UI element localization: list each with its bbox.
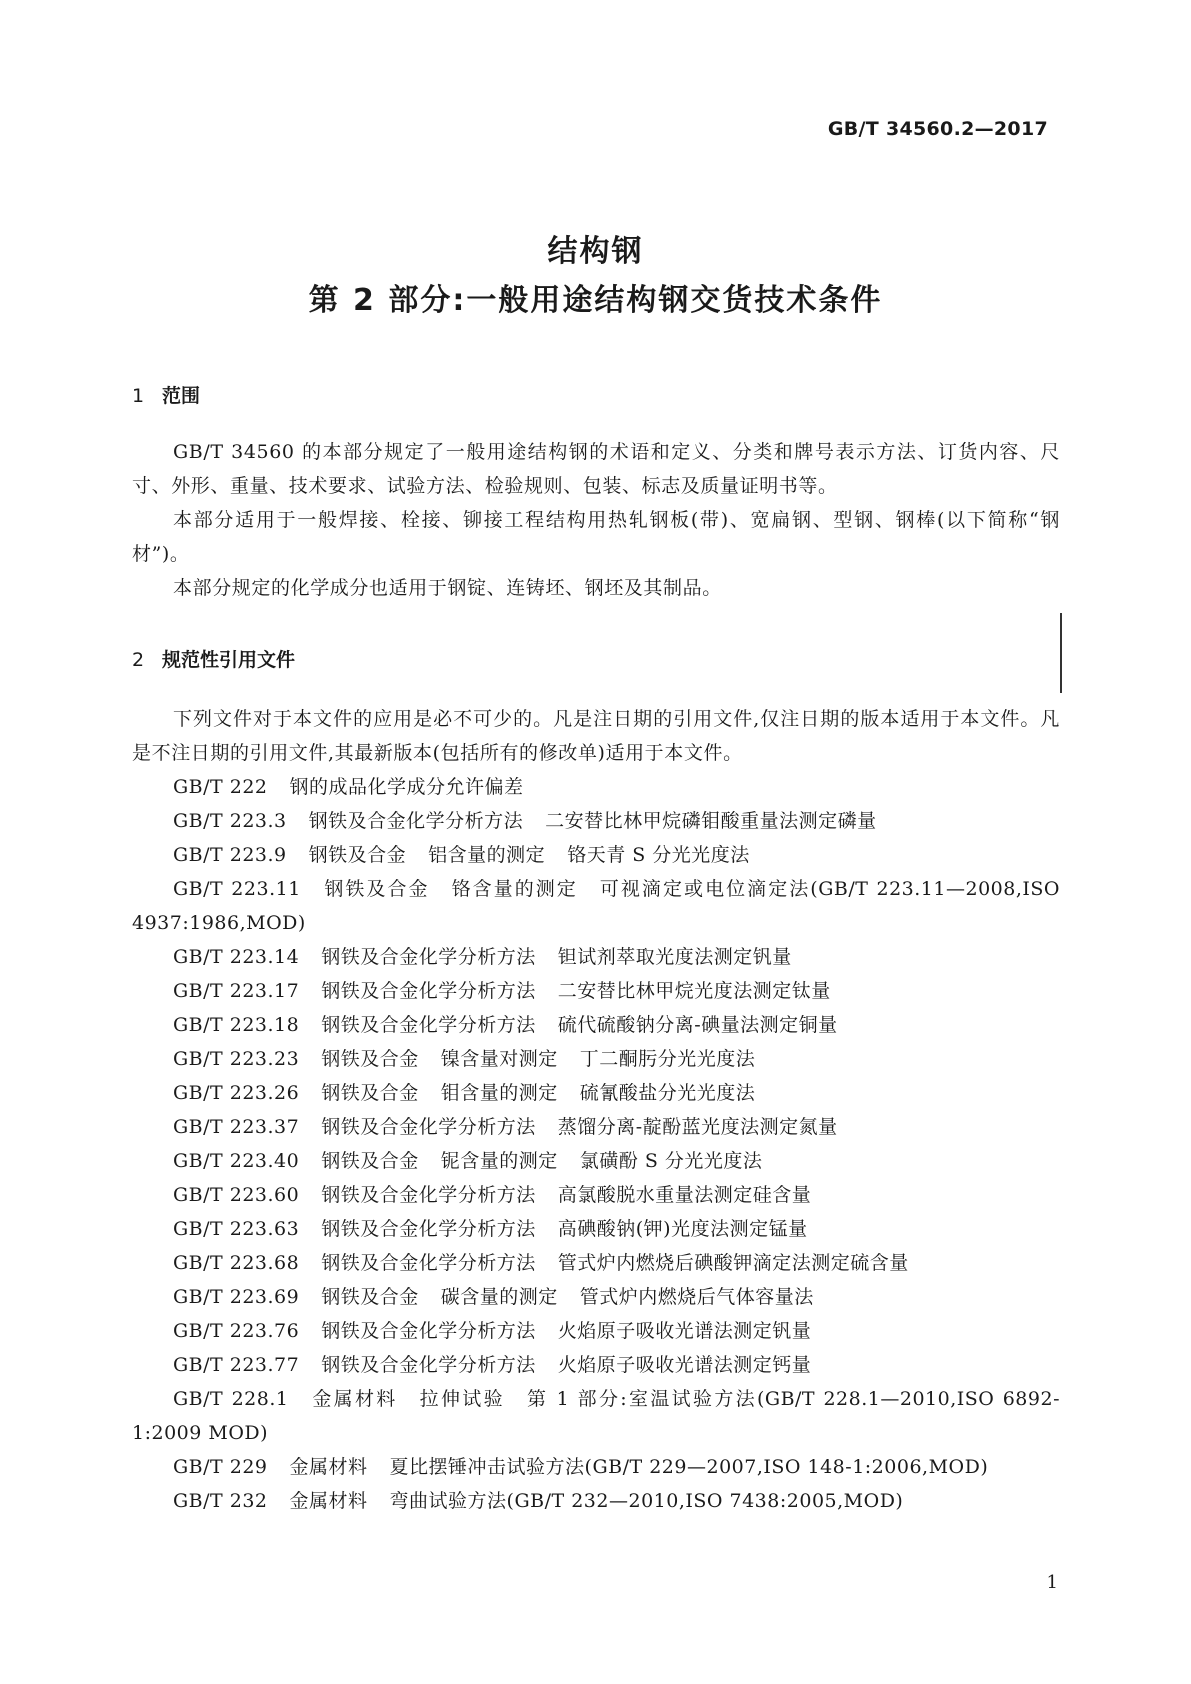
reference-code: GB/T 232: [173, 1490, 268, 1512]
reference-code: GB/T 223.40: [173, 1150, 300, 1172]
reference-title: 钢铁及合金化学分析方法: [321, 980, 536, 1002]
reference-title: 钢铁及合金化学分析方法: [321, 1252, 536, 1274]
reference-list: [132, 770, 1060, 1518]
reference-title-part: 镍含量对测定: [440, 1048, 558, 1070]
reference-item: [132, 1348, 1060, 1382]
reference-title: 钢铁及合金化学分析方法: [308, 810, 524, 832]
reference-item: [132, 1178, 1060, 1212]
reference-item: [132, 1450, 1060, 1484]
reference-code: GB/T 223.60: [173, 1184, 300, 1206]
reference-title-part: 丁二酮肟分光光度法: [579, 1048, 756, 1070]
reference-item: [132, 1076, 1060, 1110]
reference-title: 钢铁及合金: [321, 1286, 419, 1308]
reference-code: GB/T 229: [173, 1456, 268, 1478]
reference-title-part: 火焰原子吸收光谱法测定钙量: [557, 1354, 812, 1376]
section-heading-scope: [132, 381, 200, 408]
reference-item: [132, 1484, 1060, 1518]
reference-title-part: 钼含量的测定: [440, 1082, 558, 1104]
reference-title: 钢铁及合金: [308, 844, 407, 866]
reference-code: GB/T 223.76: [173, 1320, 300, 1342]
margin-rule: [1060, 613, 1062, 693]
reference-code: GB/T 223.63: [173, 1218, 300, 1240]
reference-title-part: 铝含量的测定: [428, 844, 546, 866]
reference-title-part: 夏比摆锤冲击试验方法(GB/T 229—2007,ISO 148-1:2006,MOD): [389, 1456, 989, 1478]
reference-title-part: 硫氰酸盐分光光度法: [579, 1082, 756, 1104]
reference-code: GB/T 223.14: [173, 946, 300, 968]
reference-title: 钢铁及合金: [321, 1082, 419, 1104]
reference-title: 钢铁及合金化学分析方法: [321, 1218, 536, 1240]
reference-item: [132, 1280, 1060, 1314]
reference-code: GB/T 223.69: [173, 1286, 300, 1308]
scope-paragraph: GB/T 34560 的本部分规定了一般用途结构钢的术语和定义、分类和牌号表示方法、订货内容、尺寸、外形、重量、技术要求、试验方法、检验规则、包装、标志及质量证明书等。: [132, 441, 1060, 497]
reference-code: GB/T 222: [173, 776, 268, 798]
reference-title: 金属材料: [289, 1490, 368, 1512]
reference-title-part: 可视滴定或电位滴定法(GB/T 223.11—2008,ISO 4937:1986,MOD): [132, 878, 1060, 934]
section-number: 1: [132, 385, 145, 407]
reference-title-part: 高碘酸钠(钾)光度法测定锰量: [557, 1218, 808, 1240]
reference-title: 钢的成品化学成分允许偏差: [289, 776, 524, 798]
reference-item: [132, 1382, 1060, 1450]
reference-title-part: 蒸馏分离-靛酚蓝光度法测定氮量: [557, 1116, 838, 1138]
references-intro: 下列文件对于本文件的应用是必不可少的。凡是注日期的引用文件,仅注日期的版本适用于本文件。凡是不注日期的引用文件,其最新版本(包括所有的修改单)适用于本文件。: [132, 708, 1060, 764]
reference-title: 钢铁及合金化学分析方法: [321, 1320, 536, 1342]
reference-title-part: 第 1 部分:室温试验方法(GB/T 228.1—2010,ISO 6892-1:2009 MOD): [132, 1388, 1060, 1444]
reference-title-part: 铬天青 S 分光光度法: [567, 844, 750, 866]
reference-title: 钢铁及合金化学分析方法: [321, 1354, 536, 1376]
reference-code: GB/T 223.23: [173, 1048, 300, 1070]
reference-title-part: 硫代硫酸钠分离-碘量法测定铜量: [557, 1014, 838, 1036]
scope-paragraph: 本部分规定的化学成分也适用于钢锭、连铸坯、钢坯及其制品。: [173, 577, 722, 599]
reference-item: [132, 1212, 1060, 1246]
reference-title: 金属材料: [289, 1456, 368, 1478]
reference-item: [132, 770, 1060, 804]
reference-title-part: 弯曲试验方法(GB/T 232—2010,ISO 7438:2005,MOD): [389, 1490, 904, 1512]
reference-title: 钢铁及合金化学分析方法: [321, 1184, 536, 1206]
scope-paragraph: 本部分适用于一般焊接、栓接、铆接工程结构用热轧钢板(带)、宽扁钢、型钢、钢棒(以下简称“钢材”)。: [132, 509, 1060, 565]
reference-item: [132, 1246, 1060, 1280]
reference-code: GB/T 223.68: [173, 1252, 300, 1274]
reference-item: [132, 838, 1060, 872]
reference-title: 钢铁及合金化学分析方法: [321, 946, 536, 968]
reference-item: [132, 1314, 1060, 1348]
section-title: 范围: [162, 385, 201, 407]
reference-title: 金属材料: [310, 1388, 398, 1410]
reference-title: 钢铁及合金: [321, 1048, 419, 1070]
reference-code: GB/T 223.9: [173, 844, 287, 866]
reference-title-part: 铌含量的测定: [440, 1150, 558, 1172]
reference-title-part: 拉伸试验: [419, 1388, 505, 1410]
reference-title-part: 二安替比林甲烷光度法测定钛量: [557, 980, 831, 1002]
reference-title-part: 管式炉内燃烧后气体容量法: [579, 1286, 814, 1308]
reference-item: [132, 940, 1060, 974]
reference-title: 钢铁及合金: [321, 1150, 419, 1172]
reference-title: 钢铁及合金: [322, 878, 430, 900]
reference-title-part: 铬含量的测定: [451, 878, 578, 900]
reference-title-part: 氯磺酚 S 分光光度法: [579, 1150, 763, 1172]
reference-title-part: 高氯酸脱水重量法测定硅含量: [557, 1184, 812, 1206]
standard-number: GB/T 34560.2—2017: [827, 118, 1048, 140]
section-title: 规范性引用文件: [162, 649, 296, 671]
reference-code: GB/T 223.11: [173, 878, 301, 900]
document-subtitle: 第 2 部分:一般用途结构钢交货技术条件: [308, 283, 883, 318]
section-number: 2: [132, 649, 145, 671]
reference-code: GB/T 223.3: [173, 810, 287, 832]
reference-item: [132, 1008, 1060, 1042]
reference-item: [132, 804, 1060, 838]
reference-title-part: 管式炉内燃烧后碘酸钾滴定法测定硫含量: [557, 1252, 909, 1274]
reference-title-part: 碳含量的测定: [440, 1286, 558, 1308]
reference-item: [132, 1042, 1060, 1076]
reference-code: GB/T 223.26: [173, 1082, 300, 1104]
reference-code: GB/T 223.17: [173, 980, 300, 1002]
reference-item: [132, 1144, 1060, 1178]
reference-item: [132, 1110, 1060, 1144]
reference-title-part: 火焰原子吸收光谱法测定钒量: [557, 1320, 812, 1342]
document-title: 结构钢: [547, 234, 644, 269]
reference-title-part: 二安替比林甲烷磷钼酸重量法测定磷量: [545, 810, 877, 832]
reference-title: 钢铁及合金化学分析方法: [321, 1014, 536, 1036]
reference-code: GB/T 228.1: [173, 1388, 289, 1410]
reference-item: [132, 872, 1060, 940]
page-number: 1: [1046, 1572, 1058, 1593]
reference-title: 钢铁及合金化学分析方法: [321, 1116, 536, 1138]
reference-code: GB/T 223.18: [173, 1014, 300, 1036]
reference-item: [132, 974, 1060, 1008]
section-heading-normative-references: [132, 645, 295, 672]
reference-code: GB/T 223.37: [173, 1116, 300, 1138]
reference-code: GB/T 223.77: [173, 1354, 300, 1376]
reference-title-part: 钽试剂萃取光度法测定钒量: [557, 946, 792, 968]
